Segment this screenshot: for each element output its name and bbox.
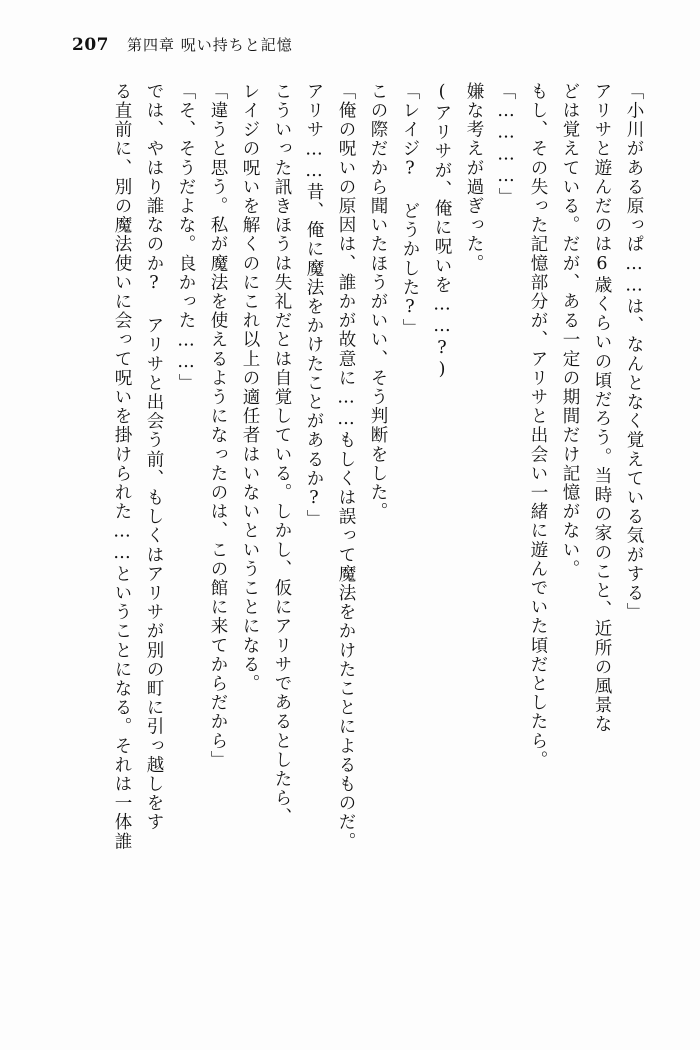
text-column: レイジの呪いを解くのにこれ以上の適任者はいないということになる。 — [240, 82, 260, 694]
text-column: 「俺の呪いの原因は、誰かが故意に……もしくは誤って魔法をかけたことによるものだ。 — [336, 82, 356, 851]
page-header — [72, 34, 293, 55]
text-column: こういった訊きほうは失礼だとは自覚している。しかし、仮にアリサであるとしたら、 — [272, 82, 292, 827]
text-column: もし、その失った記憶部分が、アリサと出会い一緒に遊んでいた頃だとしたら。 — [528, 82, 548, 770]
text-column: 「そ、そうだよな。良かった……」 — [176, 82, 196, 393]
text-column: どは覚えている。だが、ある一定の期間だけ記憶がない。 — [560, 82, 580, 579]
text-column: 「小川がある原っぱ……は、なんとなく覚えている気がする」 — [624, 82, 644, 622]
chapter-title: 第四章 呪い持ちと記憶 — [127, 36, 293, 54]
text-column: 「違うと思う。私が魔法を使えるようになったのは、この館に来てからだから」 — [208, 82, 228, 770]
text-column: アリサと遊んだのは6歳くらいの頃だろう。当時の家のこと、近所の風景な — [592, 82, 612, 734]
text-column: アリサ……昔、俺に魔法をかけたことがあるか?」 — [304, 82, 324, 529]
text-column: 「レイジ? どうかした?」 — [400, 82, 420, 338]
text-column: 嫌な考えが過ぎった。 — [464, 82, 484, 273]
text-column: 「…………」 — [496, 82, 516, 207]
text-column: (アリサが、俺に呪いを……?) — [432, 82, 452, 381]
text-column: る直前に、別の魔法使いに会って呪いを掛けられた……ということになる。それは一体誰 — [112, 82, 132, 851]
body-text — [58, 82, 642, 982]
text-column: この際だから聞いたほうがいい、そう判断をした。 — [368, 82, 388, 522]
page-number: 207 — [72, 35, 109, 55]
text-column: では、やはり誰なのか? アリサと出会う前、もしくはアリサが別の町に引っ越しをす — [144, 82, 164, 832]
